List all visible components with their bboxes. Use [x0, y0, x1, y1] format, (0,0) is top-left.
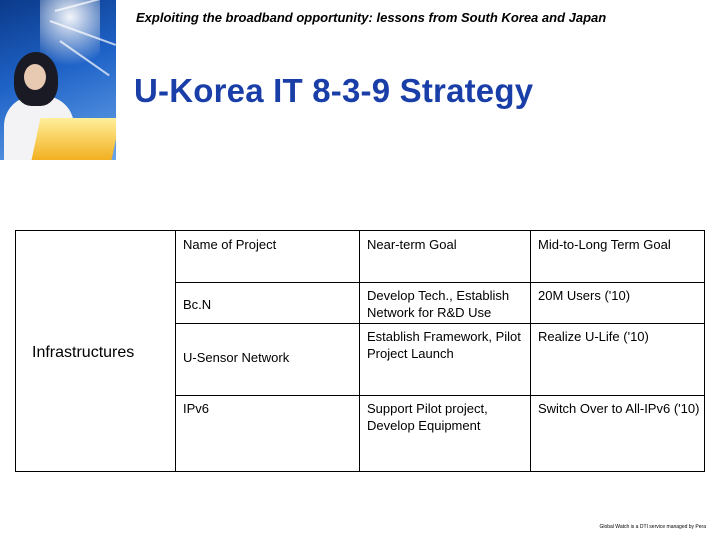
footer-credit: Global Watch is a DTI service managed by Pera: [599, 524, 706, 530]
row-divider: [176, 395, 704, 396]
project-name-cell: IPv6: [183, 401, 210, 416]
near-term-cell: Establish Framework, Pilot Project Launch: [367, 329, 521, 361]
mid-term-cell: Realize U-Life ('10): [538, 329, 649, 344]
header-photo: [0, 0, 116, 160]
mid-term-cell: 20M Users ('10): [538, 288, 631, 303]
column-divider: [359, 231, 360, 471]
column-header-near-term: Near-term Goal: [367, 237, 457, 252]
slide-title: U-Korea IT 8-3-9 Strategy: [134, 72, 534, 109]
row-divider: [176, 282, 704, 283]
near-term-cell: Develop Tech., Establish Network for R&D Use: [367, 288, 510, 320]
row-divider: [176, 323, 704, 324]
project-name-cell: Bc.N: [183, 297, 212, 312]
photo-laptop: [32, 118, 116, 160]
near-term-cell: Support Pilot project, Develop Equipment: [367, 401, 488, 433]
column-divider: [530, 231, 531, 471]
slide-subtitle: Exploiting the broadband opportunity: lessons from South Korea and Japan: [136, 10, 607, 25]
strategy-table: [15, 230, 705, 472]
mid-term-cell: Switch Over to All-IPv6 ('10): [538, 401, 700, 416]
project-name-cell: U-Sensor Network: [183, 350, 290, 365]
column-divider: [175, 231, 176, 471]
column-header-project: Name of Project: [183, 237, 277, 252]
row-group-label: Infrastructures: [32, 344, 135, 361]
column-header-mid-long-term: Mid-to-Long Term Goal: [538, 237, 671, 252]
photo-face: [24, 64, 46, 90]
